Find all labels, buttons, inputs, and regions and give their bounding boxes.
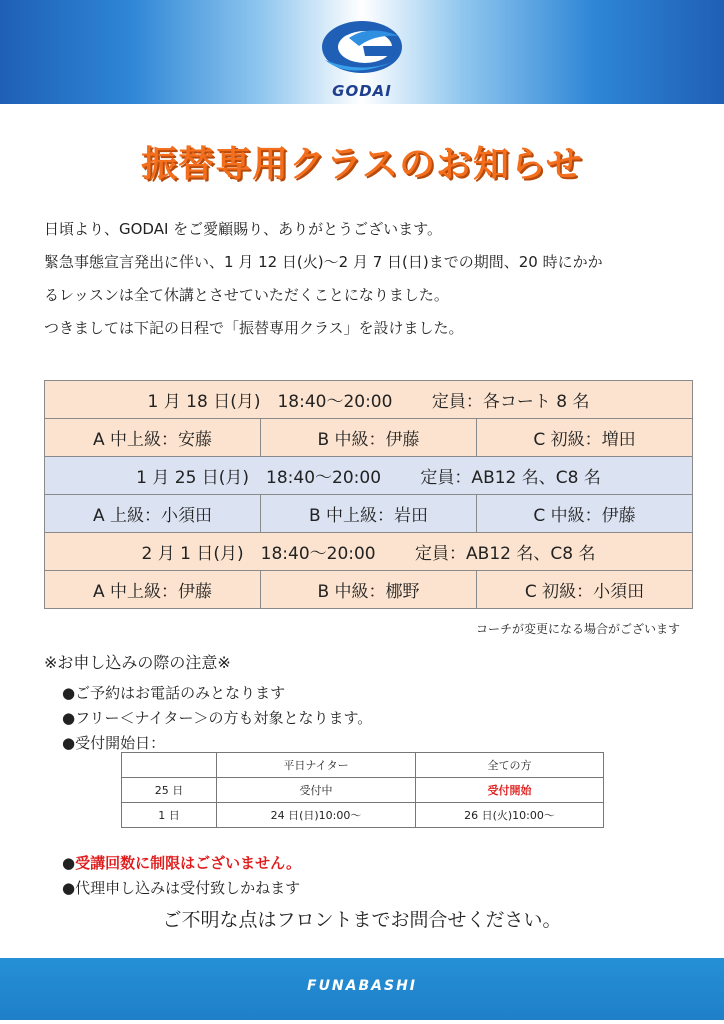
acceptance-header-row xyxy=(122,753,604,778)
godai-swoosh-icon xyxy=(319,16,405,78)
class-cell: A 中上級：伊藤 xyxy=(45,571,261,609)
intro-line: 日頃より、GODAI をご愛顧賜り、ありがとうございます。 xyxy=(44,220,442,238)
acceptance-cell: 1 日 xyxy=(122,803,217,828)
limit-warning-text: 受講回数に制限はございません。 xyxy=(75,854,301,872)
class-cell: B 中級：伊藤 xyxy=(261,419,477,457)
session-classes-row xyxy=(45,419,693,457)
acceptance-header-cell: 全ての方 xyxy=(416,753,604,778)
acceptance-cell: 24 日(日)10:00～ xyxy=(217,803,416,828)
class-cell: A 中上級：安藤 xyxy=(45,419,261,457)
acceptance-header-cell xyxy=(122,753,217,778)
acceptance-cell-highlight: 受付開始 xyxy=(416,778,604,803)
acceptance-table xyxy=(121,752,604,828)
class-cell: C 初級：増田 xyxy=(477,419,693,457)
note-item: ●受付開始日： xyxy=(62,734,166,752)
intro-text xyxy=(44,219,694,351)
warning-proxy: ●代理申し込みは受付致しかねます xyxy=(62,879,301,897)
note-item: ●フリー＜ナイター＞の方も対象となります。 xyxy=(62,709,373,727)
logo-text: GODAI xyxy=(332,82,392,100)
intro-line: 緊急事態宣言発出に伴い、1 月 12 日(火)～2 月 7 日(日)までの期間、20 時にかか xyxy=(44,253,603,271)
footer-banner xyxy=(0,958,724,1020)
intro-line: るレッスンは全て休講とさせていただくことになりました。 xyxy=(44,286,449,304)
acceptance-cell: 受付中 xyxy=(217,778,416,803)
session-heading-row xyxy=(45,457,693,495)
coach-change-note: コーチが変更になる場合がございます xyxy=(475,622,680,636)
class-cell: C 中級：伊藤 xyxy=(477,495,693,533)
page-title: 振替専用クラスのお知らせ xyxy=(141,144,583,185)
acceptance-cell: 25 日 xyxy=(122,778,217,803)
header-banner xyxy=(0,0,724,104)
footer-brand: FUNABASHI xyxy=(307,978,417,994)
note-item: ●ご予約はお電話のみとなります xyxy=(62,684,286,702)
session-heading-row xyxy=(45,381,693,419)
acceptance-cell: 26 日(火)10:00～ xyxy=(416,803,604,828)
bullet-mark: ● xyxy=(62,854,76,872)
godai-logo xyxy=(312,16,412,104)
class-cell: B 中上級：岩田 xyxy=(261,495,477,533)
session-heading: 1 月 18 日(月) 18:40～20:00 定員：各コート 8 名 xyxy=(45,381,693,419)
session-heading: 2 月 1 日(月) 18:40～20:00 定員：AB12 名、C8 名 xyxy=(45,533,693,571)
notes-title: ※お申し込みの際の注意※ xyxy=(44,653,231,672)
session-heading-row xyxy=(45,533,693,571)
class-cell: A 上級：小須田 xyxy=(45,495,261,533)
class-cell: C 初級：小須田 xyxy=(477,571,693,609)
acceptance-header-cell: 平日ナイター xyxy=(217,753,416,778)
warning-limit xyxy=(62,852,301,873)
session-heading: 1 月 25 日(月) 18:40～20:00 定員：AB12 名、C8 名 xyxy=(45,457,693,495)
schedule-table xyxy=(44,380,693,609)
acceptance-row xyxy=(122,803,604,828)
class-cell: B 中級：梛野 xyxy=(261,571,477,609)
session-classes-row xyxy=(45,571,693,609)
closing-message: ご不明な点はフロントまでお問合せください。 xyxy=(162,909,562,931)
session-classes-row xyxy=(45,495,693,533)
intro-line: つきましては下記の日程で「振替専用クラス」を設けました。 xyxy=(44,319,464,337)
acceptance-row xyxy=(122,778,604,803)
